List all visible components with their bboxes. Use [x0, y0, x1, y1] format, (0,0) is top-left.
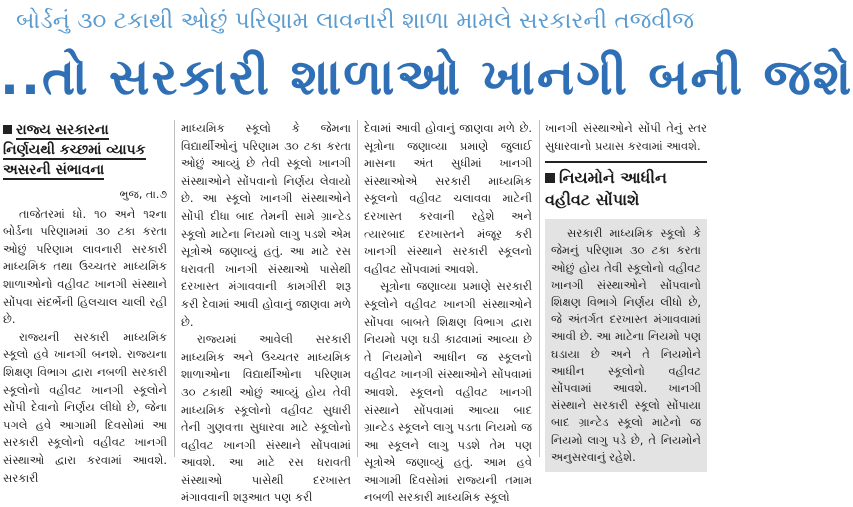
subhead-line-3: અસરની સંભાવના [3, 162, 105, 178]
column-1-subhead [3, 120, 167, 180]
column-4-paragraph-1: ખાનગી સંસ્થાઓને સોંપી તેનું સ્તર સુધારવાનો પ્રયાસ કરવામાં આવશે. [545, 121, 707, 153]
column-divider [539, 120, 540, 457]
column-1 [3, 120, 167, 485]
column-3 [364, 120, 532, 505]
column-divider [357, 120, 358, 457]
column-1-paragraph-1: તાજેતરમાં ધો. ૧૦ અને ૧૨ના બોર્ડના પરિણામમાં ૩૦ ટકા કરતા ઓછું પરિણામ લાવનારી સરકારી માધ્યમિક તથા ઉચ્ચતર માધ્યમિક શાળાઓનો વહીવટ ખાનગી સંસ્થાને સોંપવા સંદર્ભેની હિલચાલ ચાલી રહી છે. [3, 206, 167, 327]
bullet-square-icon [545, 173, 555, 183]
article-headline: ..તો સરકારી શાળાઓ ખાનગી બની જશે [0, 48, 853, 106]
column-2 [181, 120, 351, 505]
box-heading-line-1: નિયમોને આધીન [559, 168, 667, 188]
article-kicker: બોર્ડનું ૩૦ ટકાથી ઓછું પરિણામ લાવનારી શાળા મામલે સરકારની તજવીજ [15, 8, 695, 34]
subhead-line-2: નિર્ણયથી કચ્છમાં વ્યાપક [3, 142, 146, 158]
column-divider [174, 120, 175, 457]
column-3-paragraph-2: સૂત્રોના જણાવ્યા પ્રમાણે સરકારી સ્કૂલોને વહીવટ ખાનગી સંસ્થાઓને સોંપવા બાબતે શિક્ષણ વિભાગ દ્વારા નિયમો પણ ઘડી કાઢવામાં આવ્યા છે તે નિયમોને આધીન જ સ્કૂલનો વહીવટ ખાનગી સંસ્થાઓને સોંપવામાં આવશે. સ્કૂલનો વહીવટ ખાનગી સંસ્થાને સોંપવામાં આવ્યા બાદ ગ્રાન્ટેડ સ્કૂલને લાગુ પડતા નિયમો જ આ સ્કૂલને લાગુ પડશે તેમ પણ સૂત્રોએ જણાવ્યું હતું. આમ હવે આગામી દિવસોમાં રાજ્યની તમામ નબળી સરકારી માધ્યમિક સ્કૂલો [364, 279, 532, 505]
box-heading-line-2: વહીવટ સોંપાશે [545, 190, 640, 210]
column-1-paragraph-2: રાજ્યની સરકારી માધ્યમિક સ્કૂલો હવે ખાનગી બનશે. રાજ્યના શિક્ષણ વિભાગ દ્વારા નબળી સરકારી સ્કૂલોનો વહીવટ ખાનગી સ્કૂલોને સોંપી દેવાનો નિર્ણય લીધો છે, જેના પગલે હવે આગામી દિવસોમાં આ સરકારી સ્કૂલોનો વહીવટ ખાનગી સંસ્થાઓ દ્વારા કરવામાં આવશે. સરકારી [3, 329, 167, 485]
column-2-paragraph-2: રાજ્યમાં આવેલી સરકારી માધ્યમિક અને ઉચ્ચતર માધ્યમિક શાળાઓના વિદ્યાર્થીઓના પરિણામ ૩૦ ટકાથી ઓછું આવ્યું હોય તેવી માધ્યમિક સ્કૂલોનો વહીવટ સુધારી તેની ગુણવત્તા સુધારવા માટે સ્કૂલોનો વહીવટ ખાનગી સંસ્થાને સોંપવામાં આવશે. આ માટે રસ ધરાવતી સંસ્થાઓ પાસેથી દરખાસ્ત મંગાવવાની શરૂઆત પણ કરી [181, 332, 351, 505]
sidebar-box-heading [545, 161, 707, 211]
subhead-line-1: રાજ્ય સરકારના [16, 122, 109, 138]
dateline: ભુજ, તા.૭ [119, 188, 167, 201]
column-2-paragraph-1: માધ્યમિક સ્કૂલો કે જેમના વિદ્યાર્થીઓનું પરિણામ ૩૦ ટકા કરતા ઓછું આવ્યું છે તેવી સ્કૂલો ખાનગી સંસ્થાઓને સોંપવાનો નિર્ણય લેવાયો છે. આ સ્કૂલો ખાનગી સંસ્થાઓને સોંપી દીધા બાદ તેમની સામે ગ્રાન્ટેડ સ્કૂલો માટેના નિયમો લાગુ પડશે એમ સૂત્રોએ જણાવ્યું હતું. આ માટે રસ ધરાવતી ખાનગી સંસ્થાઓ પાસેથી દરખાસ્ત મંગાવવાની કામગીરી શરૂ કરી દેવામાં આવી હોવાનું જાણવા મળે છે. [181, 121, 351, 329]
column-4 [545, 120, 707, 464]
bullet-square-icon [3, 125, 12, 134]
column-3-paragraph-1: દેવામાં આવી હોવાનું જાણવા મળે છે. સૂત્રોના જણાવ્યા પ્રમાણે જુલાઈ માસના અંત સુધીમાં ખાનગી સંસ્થાઓએ સરકારી માધ્યમિક સ્કૂલનો વહીવટ ચલાવવા માટેની દરખાસ્ત કરવાની રહેશે અને ત્યારબાદ દરખાસ્તને મંજૂર કરી ખાનગી સંસ્થાને સરકારી સ્કૂલનો વહીવટ સોંપવામાં આવશે. [364, 121, 532, 276]
sidebar-box-text: સરકારી માધ્યમિક સ્કૂલો કે જેમનું પરિણામ ૩૦ ટકા કરતા ઓછું હોય તેવી સ્કૂલોનો વહીવટ ખાનગી સંસ્થાઓને સોંપવાનો શિક્ષણ વિભાગે નિર્ણય લીધો છે, જે અંતર્ગત દરખાસ્ત મંગાવવામાં આવી છે. આ માટેના નિયમો પણ ઘડાયા છે અને તે નિયમોને આધીન સ્કૂલોનો વહીવટ સોંપવામાં આવશે. ખાનગી સંસ્થાને સરકારી સ્કૂલો સોંપાયા બાદ ગ્રાન્ટેડ સ્કૂલો માટેનો જ નિયમો લાગુ પડે છે, તે નિયમોને અનુસરવાનું રહેશે. [545, 219, 707, 472]
